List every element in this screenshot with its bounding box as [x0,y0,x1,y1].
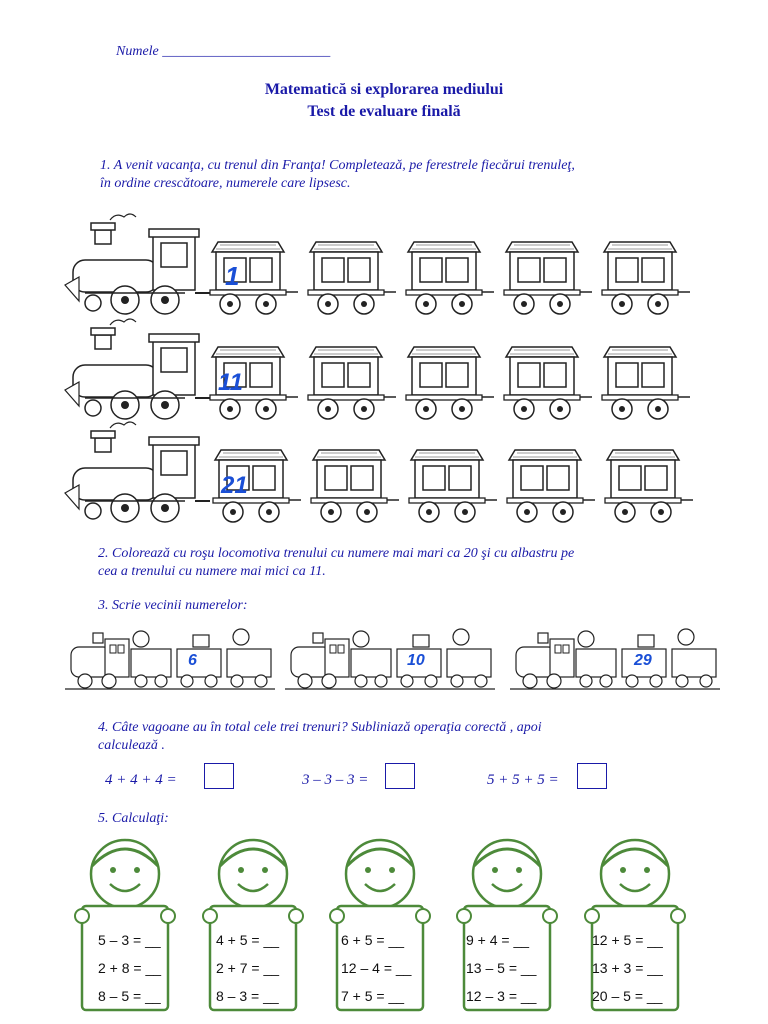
task1-text-line1: 1. A venit vacanţa, cu trenul din Franţa! Completează, pe ferestrele fiecărui trenuleţ, [100,158,575,173]
wagon [602,347,690,419]
train-start-number: 21 [221,472,248,499]
card-2 [216,926,279,1010]
exercise[interactable]: 2 + 7 = __ [216,960,280,976]
wagon [409,450,497,522]
operation-1[interactable]: 4 + 4 + 4 = [105,772,177,788]
train-start-number: 11 [218,369,243,396]
card-4 [466,926,536,1010]
exercise[interactable]: 13 – 5 = __ [466,960,537,976]
exercise[interactable]: 20 – 5 = __ [592,988,663,1004]
page-subtitle: Test de evaluare finală [307,103,461,120]
exercise[interactable]: 4 + 5 = __ [216,932,280,948]
exercise[interactable]: 2 + 8 = __ [98,960,162,976]
task2-text-line1: 2. Colorează cu roşu locomotiva trenului cu numere mai mari ca 20 şi cu albastru pe [98,546,575,561]
train-illustrations [60,210,700,530]
wagon [504,242,592,314]
train-start-number: 1 [225,261,240,291]
neighbour-number: 6 [188,652,197,669]
exercise[interactable]: 12 – 4 = __ [341,960,412,976]
card-1 [98,926,161,1010]
wagon [308,347,396,419]
task2-text-line2: cea a trenului cu numere mai mici ca 11. [98,564,326,579]
task3-text: 3. Scrie vecinii numerelor: [98,598,248,613]
card-3 [341,926,411,1010]
exercise[interactable]: 8 – 3 = __ [216,988,279,1004]
exercise[interactable]: 5 – 3 = __ [98,932,161,948]
card-5 [592,926,663,1010]
name-field[interactable]: Numele ________________________ [116,44,331,59]
train-row-2 [65,319,690,419]
operation-2[interactable]: 3 – 3 – 3 = [302,772,369,788]
neighbour-number: 29 [634,652,652,669]
exercise[interactable]: 9 + 4 = __ [466,932,530,948]
locomotive-2 [65,319,210,419]
wagon [308,242,396,314]
wagon [210,242,298,314]
page-title: Matematică si explorarea mediului [264,81,504,98]
wagon [406,347,494,419]
wagon [406,242,494,314]
exercise[interactable]: 7 + 5 = __ [341,988,405,1004]
neighbour-train-2 [285,629,495,689]
task4-text-line2: calculează . [98,738,165,753]
task4-text-line1: 4. Câte vagoane au în total cele trei trenuri? Subliniază operaţia corectă , apoi [98,720,542,735]
neighbour-number: 10 [407,652,425,669]
wagon [605,450,693,522]
wagon [602,242,690,314]
exercise[interactable]: 8 – 5 = __ [98,988,161,1004]
neighbour-trains [60,625,720,695]
neighbour-train-3 [510,629,720,689]
train-row-1 [65,214,690,314]
answer-box-3[interactable] [577,763,607,789]
wagon [504,347,592,419]
locomotive-1 [65,214,210,314]
wagon [507,450,595,522]
exercise[interactable]: 13 + 3 = __ [592,960,663,976]
exercise[interactable]: 6 + 5 = __ [341,932,405,948]
train-row-3 [65,422,693,522]
neighbour-train-1 [65,629,275,689]
exercise[interactable]: 12 + 5 = __ [592,932,663,948]
exercise[interactable]: 12 – 3 = __ [466,988,537,1004]
wagon [311,450,399,522]
task5-text: 5. Calculaţi: [98,811,169,826]
answer-box-1[interactable] [204,763,234,789]
answer-box-2[interactable] [385,763,415,789]
task1-text-line2: în ordine crescătoare, numerele care lipsesc. [100,176,351,191]
operation-3[interactable]: 5 + 5 + 5 = [487,772,559,788]
locomotive-3 [65,422,210,522]
